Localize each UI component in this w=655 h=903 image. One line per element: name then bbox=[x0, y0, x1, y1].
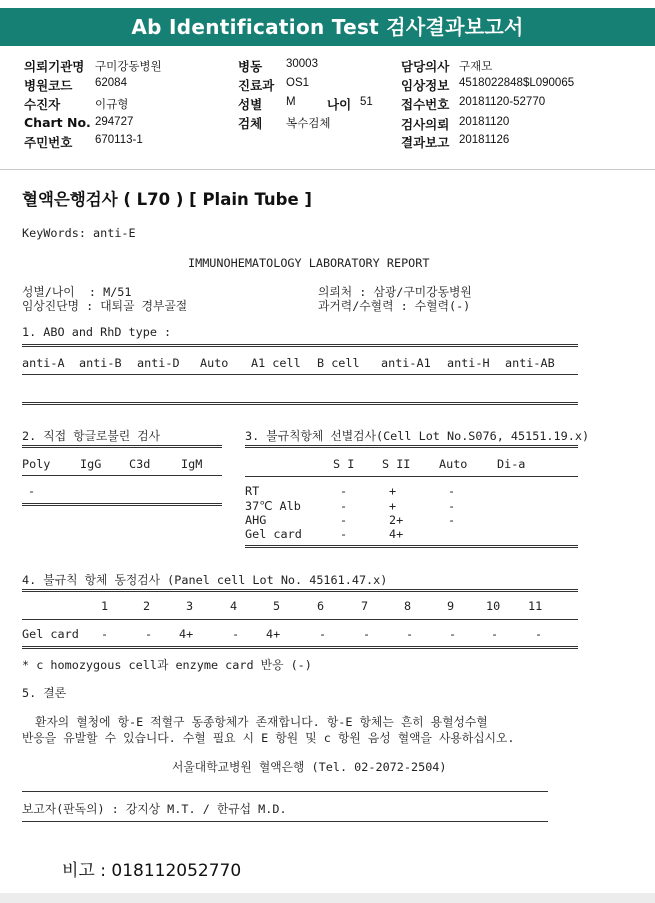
panel-value-11: - bbox=[535, 627, 543, 641]
screening-header-s1: S I bbox=[333, 457, 355, 471]
single-rule bbox=[22, 374, 578, 375]
abo-header-auto: Auto bbox=[200, 356, 229, 370]
screening-phase-rt: RT bbox=[245, 484, 260, 498]
panel-value-6: - bbox=[319, 627, 327, 641]
value-referring-institution: 구미강동병원 bbox=[95, 61, 162, 73]
label-patient: 수진자 bbox=[24, 97, 61, 112]
value-sex: M bbox=[286, 96, 296, 108]
value-department: OS1 bbox=[286, 77, 310, 89]
value-age: 51 bbox=[360, 96, 373, 108]
single-rule bbox=[22, 475, 222, 476]
conclusion-line-2: 반응을 유발할 수 있습니다. 수혈 필요 시 E 항원 및 c 항원 음성 혈액을 사용하십시오. bbox=[22, 731, 515, 745]
screening-header-auto: Auto bbox=[439, 457, 468, 471]
screening-phase-37c: 37℃ Alb bbox=[245, 499, 301, 513]
separator-line bbox=[0, 169, 655, 170]
double-rule bbox=[22, 646, 578, 649]
bottom-bar bbox=[0, 893, 655, 903]
panel-value-9: - bbox=[449, 627, 457, 641]
sex-age: 성별/나이 : M/51 bbox=[22, 285, 132, 299]
screening-gel-s1: - bbox=[340, 527, 348, 541]
screening-phase-gel: Gel card bbox=[245, 527, 302, 541]
panel-header-2: 2 bbox=[143, 599, 151, 613]
label-receipt-no: 접수번호 bbox=[401, 97, 450, 112]
label-sex: 성별 bbox=[238, 97, 263, 112]
screening-37c-auto: - bbox=[448, 499, 456, 513]
panel-value-3: 4+ bbox=[179, 627, 194, 641]
abo-header-b-cell: B cell bbox=[317, 356, 360, 370]
label-department: 진료과 bbox=[238, 78, 275, 93]
label-age: 나이 bbox=[327, 97, 352, 112]
value-chart-no: 294727 bbox=[95, 116, 134, 128]
dat-header-poly: Poly bbox=[22, 457, 51, 471]
section-title: 혈액은행검사 ( L70 ) [ Plain Tube ] bbox=[22, 190, 312, 209]
panel-header-8: 8 bbox=[404, 599, 412, 613]
single-rule bbox=[22, 619, 578, 620]
value-patient: 이규형 bbox=[95, 99, 129, 111]
panel-value-7: - bbox=[363, 627, 371, 641]
double-rule bbox=[245, 445, 578, 448]
label-chart-no: Chart No. bbox=[24, 115, 91, 130]
value-receipt-no: 20181120-52770 bbox=[459, 96, 546, 108]
screening-ahg-s1: - bbox=[340, 513, 348, 527]
screening-gel-s2: 4+ bbox=[389, 527, 404, 541]
double-rule bbox=[22, 589, 578, 592]
transfusion-history: 과거력/수혈력 : 수혈력(-) bbox=[318, 299, 471, 313]
value-result-report: 20181126 bbox=[459, 134, 510, 146]
panel-header-11: 11 bbox=[528, 599, 543, 613]
abo-header-anti-b: anti-B bbox=[79, 356, 122, 370]
panel-value-8: - bbox=[406, 627, 414, 641]
screening-ahg-auto: - bbox=[448, 513, 456, 527]
abo-rhd-title: 1. ABO and RhD type : bbox=[22, 325, 172, 339]
panel-header-1: 1 bbox=[101, 599, 109, 613]
referrer: 의뢰처 : 삼광/구미강동병원 bbox=[318, 285, 472, 299]
panel-value-5: 4+ bbox=[266, 627, 281, 641]
value-ward: 30003 bbox=[286, 58, 318, 70]
panel-header-10: 10 bbox=[486, 599, 501, 613]
single-rule bbox=[22, 821, 548, 822]
value-test-request: 20181120 bbox=[459, 116, 510, 128]
conclusion-line-1: 환자의 혈청에 항-E 적혈구 동종항체가 존재합니다. 항-E 항체는 흔히 용혈성수혈 bbox=[35, 715, 488, 729]
screening-37c-s2: + bbox=[389, 499, 397, 513]
label-resident-no: 주민번호 bbox=[24, 135, 73, 150]
screening-rt-s2: + bbox=[389, 484, 397, 498]
lab-report-title: IMMUNOHEMATOLOGY LABORATORY REPORT bbox=[188, 256, 430, 270]
screening-rt-auto: - bbox=[448, 484, 456, 498]
dat-title: 2. 직접 항글로불린 검사 bbox=[22, 429, 161, 443]
screening-phase-ahg: AHG bbox=[245, 513, 267, 527]
panel-title: 4. 불규칙 항체 동정검사 (Panel cell Lot No. 45161.47.x) bbox=[22, 573, 388, 587]
patient-info-block bbox=[0, 55, 655, 165]
value-clinical-info: 4518022848$L090065 bbox=[459, 77, 575, 89]
double-rule bbox=[22, 445, 222, 448]
value-physician: 구재모 bbox=[459, 61, 493, 73]
panel-header-3: 3 bbox=[186, 599, 194, 613]
panel-header-9: 9 bbox=[447, 599, 455, 613]
label-clinical-info: 임상정보 bbox=[401, 78, 450, 93]
report-title: Ab Identification Test 검사결과보고서 bbox=[131, 15, 524, 39]
screening-ahg-s2: 2+ bbox=[389, 513, 404, 527]
dat-header-igm: IgM bbox=[181, 457, 203, 471]
screening-rt-s1: - bbox=[340, 484, 348, 498]
single-rule bbox=[245, 476, 578, 477]
value-hospital-code: 62084 bbox=[95, 77, 127, 89]
screening-37c-s1: - bbox=[340, 499, 348, 513]
dat-header-c3d: C3d bbox=[129, 457, 151, 471]
label-ward: 병동 bbox=[238, 59, 263, 74]
label-physician: 담당의사 bbox=[401, 59, 450, 74]
single-rule bbox=[22, 791, 548, 792]
diagnosis: 임상진단명 : 대퇴골 경부골절 bbox=[22, 299, 188, 313]
abo-header-anti-d: anti-D bbox=[137, 356, 180, 370]
reporter: 보고자(판독의) : 강지상 M.T. / 한규섭 M.D. bbox=[22, 802, 287, 816]
label-result-report: 결과보고 bbox=[401, 135, 450, 150]
double-rule bbox=[22, 344, 578, 347]
value-resident-no: 670113-1 bbox=[95, 134, 143, 146]
panel-value-10: - bbox=[491, 627, 499, 641]
screening-title: 3. 불규칙항체 선별검사(Cell Lot No.S076, 45151.19.x) bbox=[245, 429, 590, 443]
abo-header-anti-h: anti-H bbox=[447, 356, 490, 370]
abo-header-anti-ab: anti-AB bbox=[505, 356, 555, 370]
dat-header-igg: IgG bbox=[80, 457, 102, 471]
screening-header-dia: Di-a bbox=[497, 457, 526, 471]
abo-header-anti-a: anti-A bbox=[22, 356, 65, 370]
panel-header-7: 7 bbox=[361, 599, 369, 613]
label-test-request: 검사의뢰 bbox=[401, 117, 450, 132]
dat-value-poly: - bbox=[28, 484, 36, 498]
panel-value-4: - bbox=[232, 627, 240, 641]
remarks: 비고 : 018112052770 bbox=[62, 861, 242, 881]
panel-value-2: - bbox=[145, 627, 153, 641]
double-rule bbox=[22, 503, 222, 506]
label-specimen: 검체 bbox=[238, 116, 263, 131]
abo-header-a1-cell: A1 cell bbox=[251, 356, 301, 370]
value-specimen: 복수검체 bbox=[286, 118, 331, 130]
keywords: KeyWords: anti-E bbox=[22, 226, 136, 240]
screening-header-s2: S II bbox=[382, 457, 411, 471]
label-hospital-code: 병원코드 bbox=[24, 78, 73, 93]
double-rule bbox=[245, 545, 578, 548]
abo-header-anti-a1: anti-A1 bbox=[381, 356, 431, 370]
panel-note: * c homozygous cell과 enzyme card 반응 (-) bbox=[22, 658, 312, 672]
panel-header-4: 4 bbox=[230, 599, 238, 613]
panel-row-label: Gel card bbox=[22, 627, 79, 641]
conclusion-title: 5. 결론 bbox=[22, 686, 67, 700]
double-rule bbox=[22, 402, 578, 405]
panel-header-5: 5 bbox=[273, 599, 281, 613]
label-referring-institution: 의뢰기관명 bbox=[24, 59, 85, 74]
lab-signature: 서울대학교병원 혈액은행 (Tel. 02-2072-2504) bbox=[172, 760, 447, 774]
panel-value-1: - bbox=[101, 627, 109, 641]
panel-header-6: 6 bbox=[317, 599, 325, 613]
